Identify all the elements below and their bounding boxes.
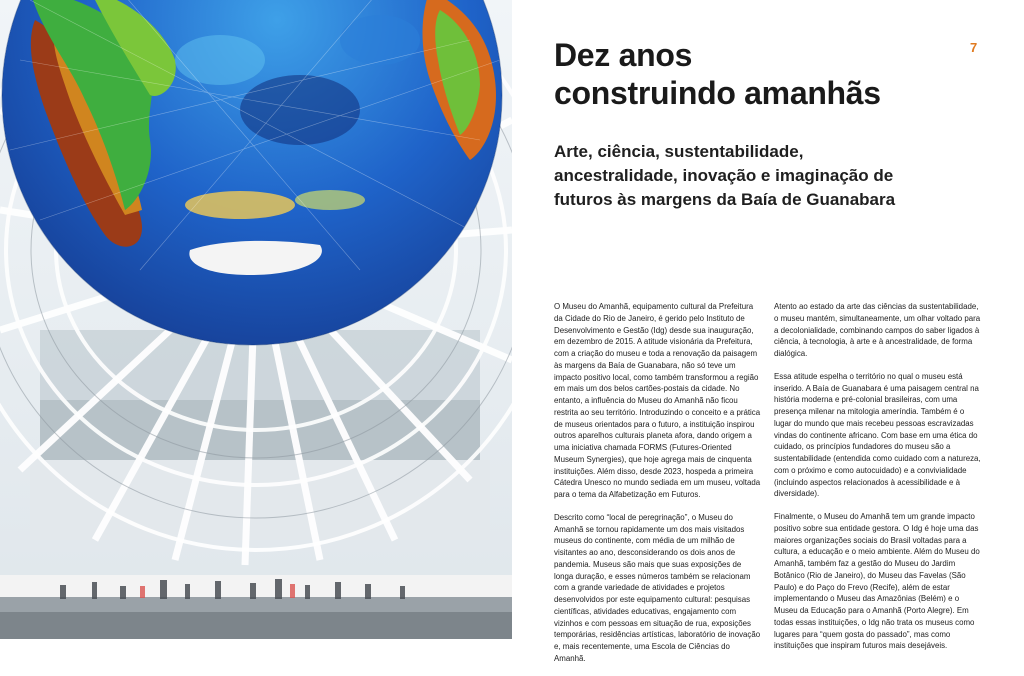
subtitle-line-1: Arte, ciência, sustentabilidade,: [554, 142, 804, 161]
paragraph: Atento ao estado da arte das ciências da sustentabilidade, o museu mantém, simultaneamente, um olhar voltado para a decolonialidade, combinando campos do saber ligados à ciência, à tecnologia, à arte e à ancestralidade, de forma dialógica.: [774, 302, 981, 358]
body-column-left: [554, 301, 762, 676]
subtitle-line-2: ancestralidade, inovação e imaginação de: [554, 166, 894, 185]
title-line-1: Dez anos: [554, 37, 693, 73]
paragraph: Descrito como “local de peregrinação”, o Museu do Amanhã se tornou rapidamente um dos mais visitados museus do continente, com média de um milhão de visitantes ao ano, desconsiderando os dois anos de pandemia. Museus são mais que suas exposições de longa duração, e esses números também se relacionam com a grande variedade de atividades e projetos desenvolvidos por este equipamento cultural: pesquisas científicas, atividades educativas, engajamento com vizinhos e com pessoas em situação de rua, exposições temporárias, residências artísticas, laboratório de inovação e, mais recentemente, uma Escola de Ciências do Amanhã.: [554, 512, 761, 663]
globe-photo: [0, 0, 512, 639]
paragraph: Essa atitude espelha o território no qual o museu está inserido. A Baía de Guanabara é uma paisagem central na história moderna e pré-colonial brasileiras, com uma presença milenar na mitologia ameríndia. Também é o lugar do mundo que mais recebeu pessoas escravizadas vindas do continente africano. Com base em uma ética do cuidado, os princípios fundadores do museu são a sustentabilidade (entendida como cuidado com a natureza, com o próximo e como autocuidado) e a convivialidade (incluindo aspectos relacionados à acessibilidade e à diversidade).: [774, 371, 981, 499]
subtitle-line-3: futuros às margens da Baía de Guanabara: [554, 190, 896, 209]
title-line-2: construindo amanhãs: [554, 75, 881, 111]
body-column-right: [774, 301, 982, 663]
paragraph: Finalmente, o Museu do Amanhã tem um grande impacto positivo sobre sua entidade gestora. O Idg é hoje uma das maiores organizações sociais do Brasil voltadas para a cultura, a educação e o meio ambiente. Além do Museu do Amanhã, também faz a gestão do Museu do Jardim Botânico (Rio de Janeiro), do Museu das Favelas (São Paulo) e do Paço do Frevo (Recife), além de estar implementando o Museu das Amazônias (Belém) e o Museu da Educação para o Amanhã (Porto Alegre). Em todas essas instituições, o Idg não trata os museus como lugares para “quem gosta do passado”, mas como instituições que inspiram futuros mais desejáveis.: [774, 512, 980, 651]
page-subtitle: [554, 140, 974, 212]
page-number: 7: [970, 40, 978, 55]
globe-dome-illustration: [0, 0, 512, 639]
page-title: [554, 36, 954, 112]
paragraph: O Museu do Amanhã, equipamento cultural da Prefeitura da Cidade do Rio de Janeiro, é gerido pelo Instituto de Desenvolvimento e Gestão (Idg) desde sua inauguração, em dezembro de 2015. A atitude visionária da Prefeitura, com a criação do museu e toda a renovação da paisagem às margens da Baía de Guanabara, não só teve um impacto positivo local, como também transformou a região em mais um dos belos cartões-postais da cidade. No entanto, a influência do Museu do Amanhã não ficou restrita ao seu território. Introduzindo o conceito e a prática de museus orientados para o futuro, a instituição inspirou outros aparelhos culturais planeta afora, dando origem a uma iniciativa chamada FORMS (Futures-Oriented Museum Synergies), que hoje agrega mais de cinquenta instituições. Além disso, desde 2023, hospeda a primeira Cátedra Unesco no mundo sediada em um museu, voltada para o tema da Alfabetização em Futuros.: [554, 302, 761, 499]
